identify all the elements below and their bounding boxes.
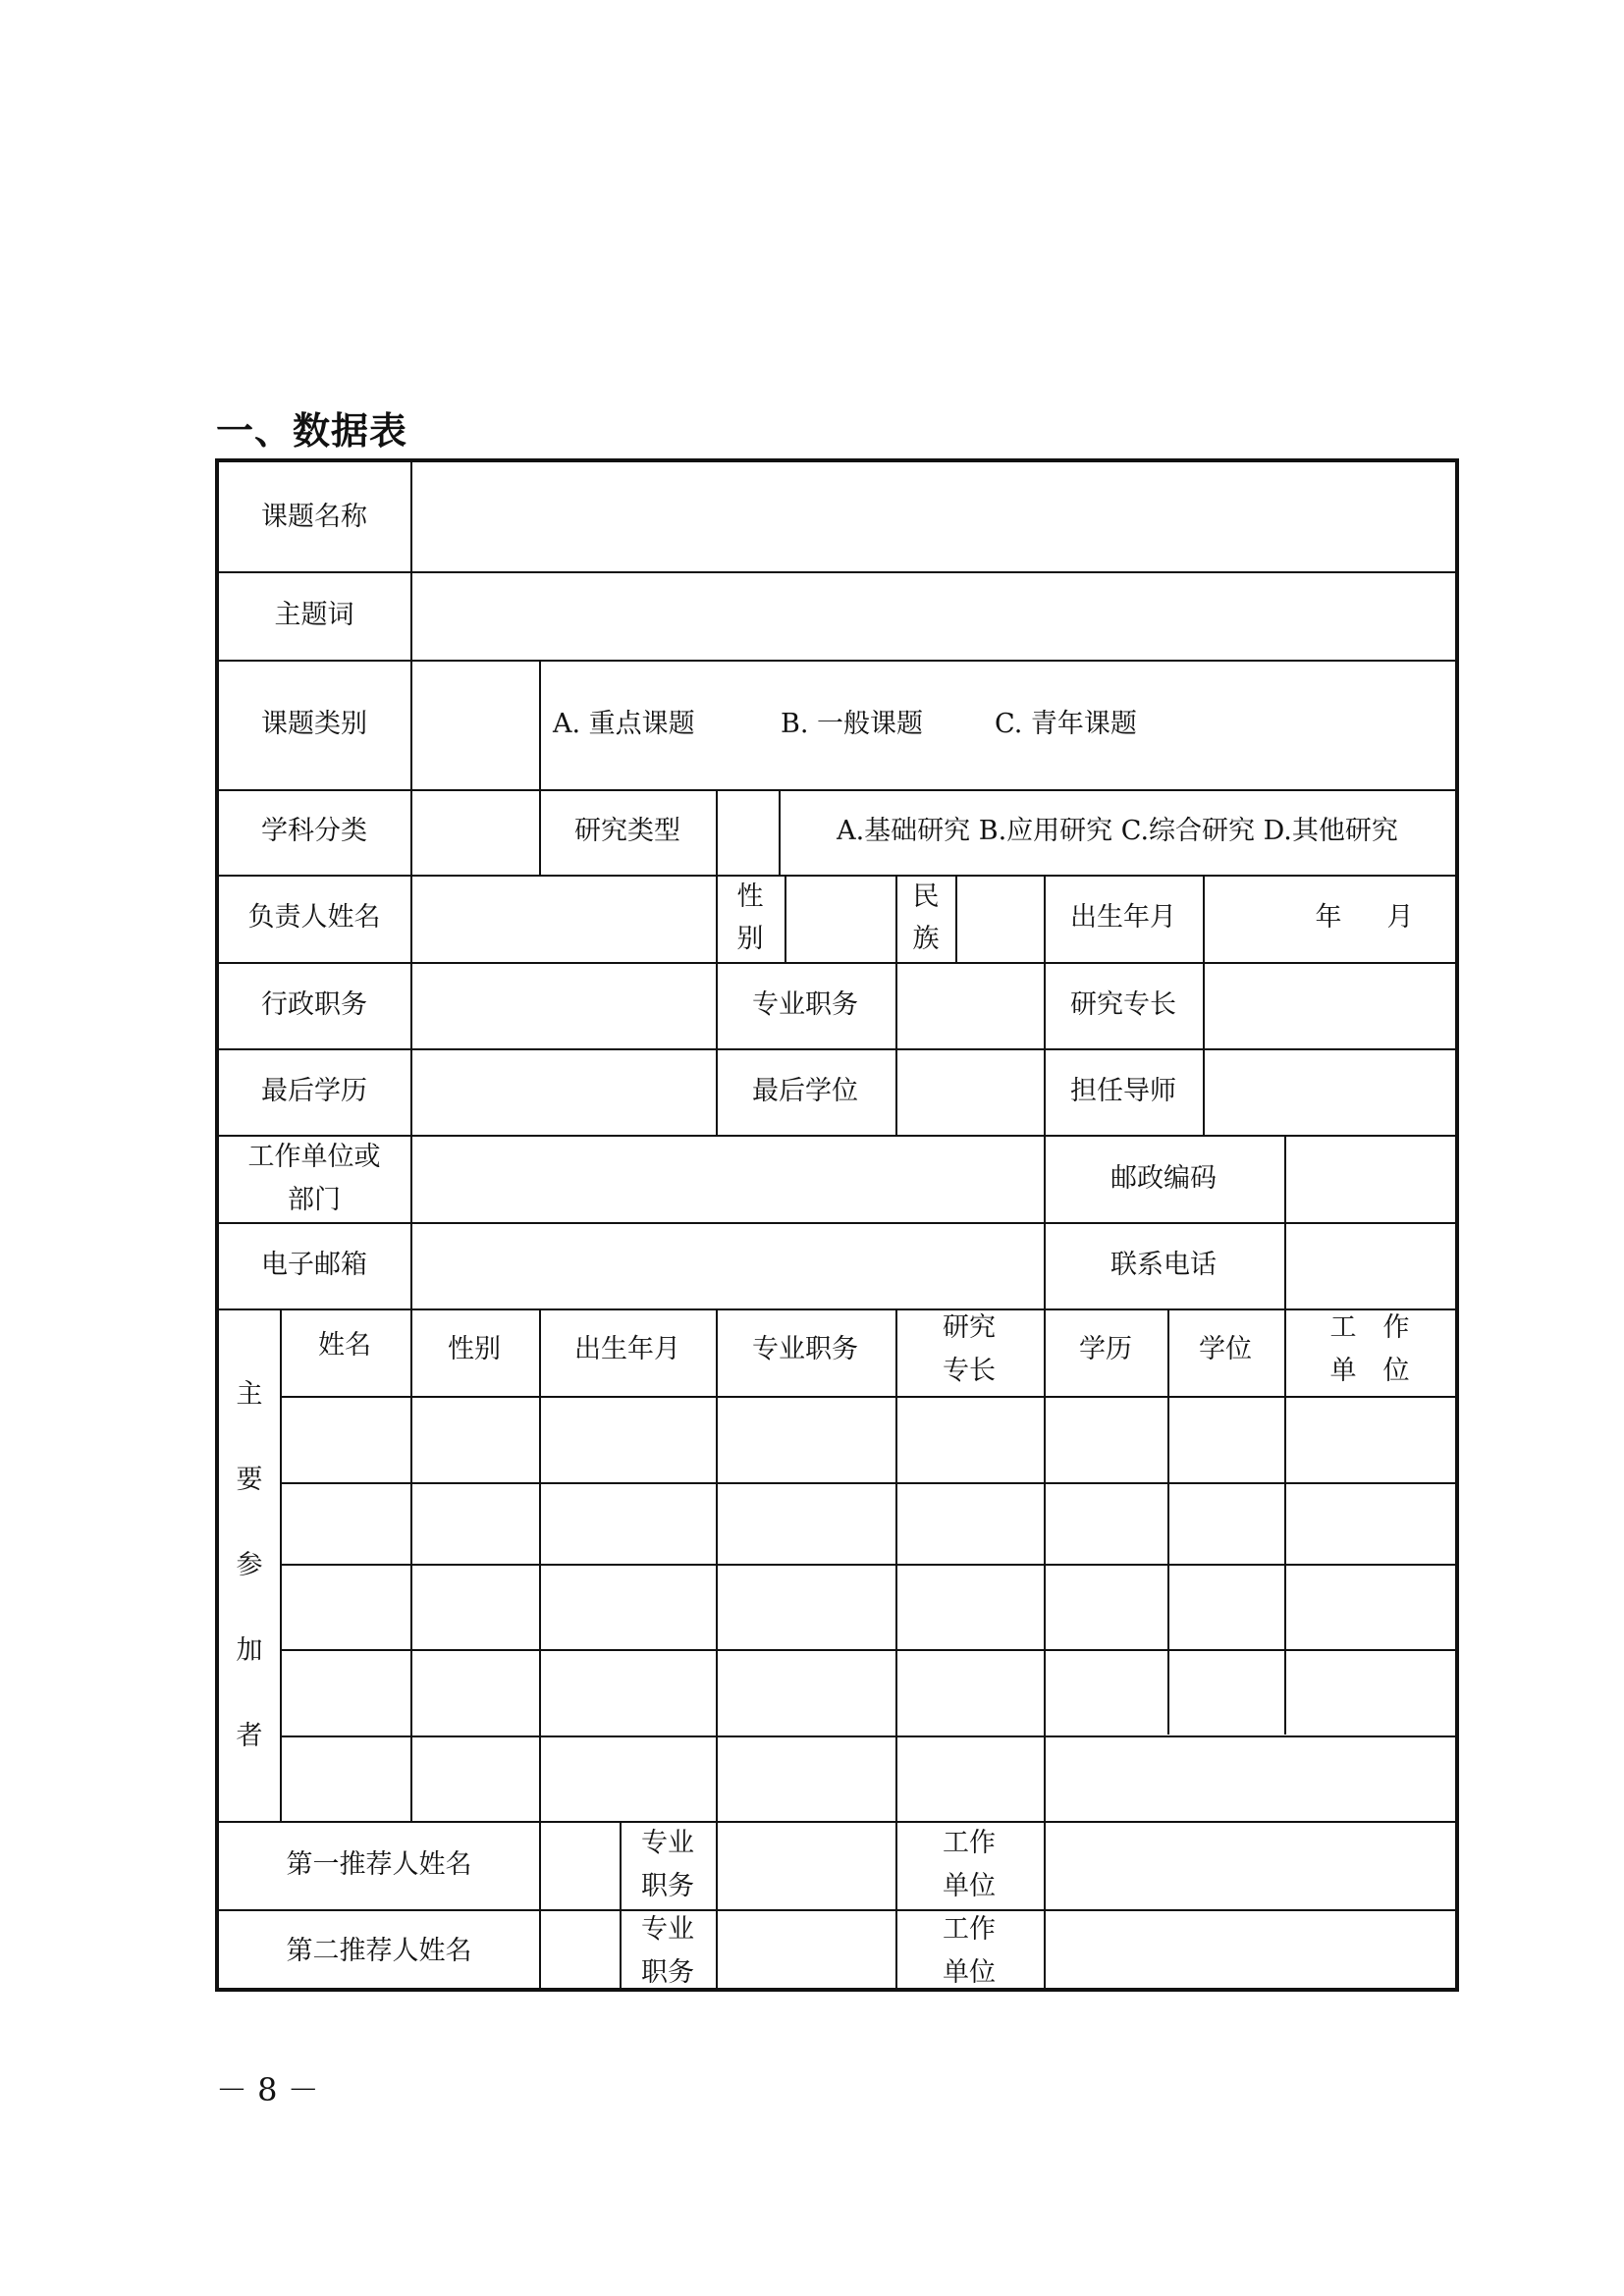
label-first-post-1: 专业: [641, 1828, 694, 1859]
label-admin-post: 行政职务: [261, 989, 367, 1021]
header-prof-post: 专业职务: [752, 1334, 858, 1365]
participants-label-1: 主: [236, 1379, 263, 1411]
label-research-type: 研究类型: [574, 816, 680, 847]
label-first-post-2: 职务: [641, 1871, 694, 1902]
label-second-unit-2: 单位: [943, 1957, 996, 1989]
label-subject: 学科分类: [261, 816, 367, 847]
label-second-unit-1: 工作: [943, 1914, 996, 1946]
research-type-options: A.基础研究 B.应用研究 C.综合研究 D.其他研究: [837, 816, 1398, 847]
label-gender-1: 性: [736, 881, 764, 913]
category-option-a: A. 重点课题: [553, 709, 695, 740]
label-second-post-2: 职务: [641, 1957, 694, 1989]
section-heading: 一、数据表: [216, 409, 408, 453]
participants-label-5: 者: [236, 1721, 263, 1752]
label-topic-name: 课题名称: [261, 502, 367, 533]
header-name: 姓名: [318, 1330, 371, 1362]
label-year: 年: [1315, 902, 1342, 934]
label-supervisor: 担任导师: [1070, 1076, 1176, 1107]
label-first-unit-2: 单位: [943, 1871, 996, 1902]
label-education: 最后学历: [261, 1076, 367, 1107]
participants-label-4: 加: [236, 1635, 263, 1667]
label-category: 课题类别: [261, 709, 367, 740]
label-gender-2: 别: [736, 924, 764, 955]
label-leader-name: 负责人姓名: [247, 902, 381, 934]
label-ethnic-2: 族: [912, 924, 940, 955]
label-second-recommender: 第二推荐人姓名: [286, 1936, 472, 1967]
label-second-post-1: 专业: [641, 1914, 694, 1946]
header-degree: 学位: [1199, 1334, 1252, 1365]
page-number: － 8 －: [216, 2071, 319, 2109]
label-phone: 联系电话: [1110, 1250, 1217, 1281]
label-ethnic-1: 民: [912, 881, 940, 913]
label-degree: 最后学位: [752, 1076, 858, 1107]
category-option-c: C. 青年课题: [995, 709, 1137, 740]
header-work-1: 工 作: [1329, 1312, 1410, 1344]
label-prof-post: 专业职务: [752, 989, 858, 1021]
label-first-unit-1: 工作: [943, 1828, 996, 1859]
header-gender: 性别: [448, 1334, 501, 1365]
label-specialty: 研究专长: [1070, 989, 1176, 1021]
header-specialty-2: 专长: [943, 1356, 996, 1387]
label-workplace-2: 部门: [288, 1185, 341, 1216]
header-birth: 出生年月: [574, 1334, 680, 1365]
header-education: 学历: [1079, 1334, 1132, 1365]
label-birth: 出生年月: [1070, 902, 1176, 934]
header-work-2: 单 位: [1329, 1356, 1410, 1387]
data-form-table: [215, 458, 1459, 1992]
participants-label-2: 要: [236, 1465, 263, 1496]
header-specialty-1: 研究: [943, 1312, 996, 1344]
participants-label-3: 参: [236, 1550, 263, 1581]
label-postcode: 邮政编码: [1110, 1163, 1217, 1195]
label-keywords: 主题词: [274, 600, 354, 631]
label-workplace-1: 工作单位或: [247, 1142, 381, 1173]
label-email: 电子邮箱: [261, 1250, 367, 1281]
label-first-recommender: 第一推荐人姓名: [286, 1849, 472, 1881]
label-month: 月: [1386, 902, 1414, 934]
category-option-b: B. 一般课题: [781, 709, 924, 740]
